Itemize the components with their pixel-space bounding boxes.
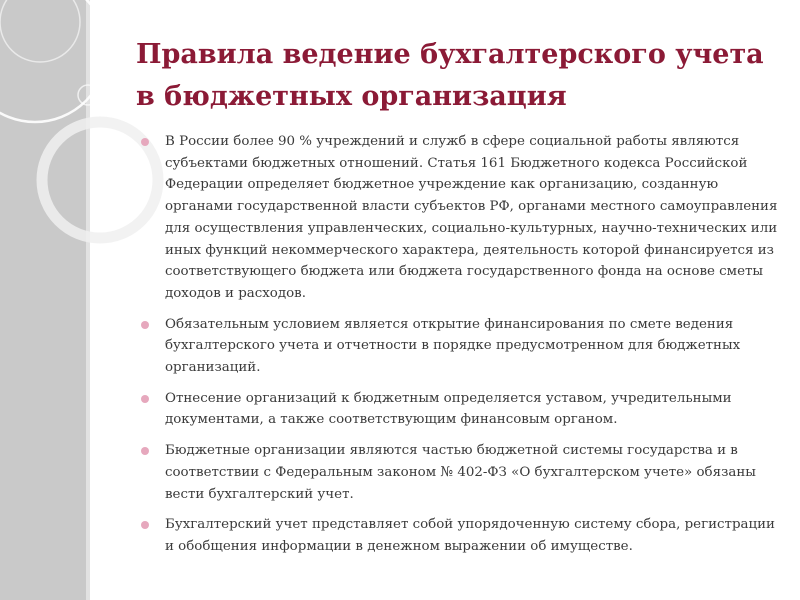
bullet-item bbox=[133, 440, 783, 505]
slide-content bbox=[133, 131, 783, 567]
bullet-item bbox=[133, 514, 783, 557]
bullet-item bbox=[133, 388, 783, 431]
bullet-text: Обязательным условием является открытие финансирования по смете ведения бухгалтерского учета и отчетности в порядке предусмотренном для бюджетных организаций. bbox=[165, 316, 741, 376]
bullet-icon bbox=[141, 138, 149, 146]
bullet-item bbox=[133, 131, 783, 305]
bullet-icon bbox=[141, 521, 149, 529]
bullet-text: Бюджетные организации являются частью бюджетной системы государства и в соответствии с Федеральным законом № 402-ФЗ «О бухгалтерском учете» обязаны вести бухгалтерский учет. bbox=[165, 443, 756, 502]
bullet-item bbox=[133, 314, 783, 379]
bullet-icon bbox=[141, 447, 149, 455]
bullet-text: Отнесение организаций к бюджетным определяется уставом, учредительными документами, а также соответствующим финансовым органом. bbox=[165, 390, 732, 428]
bullet-text: В России более 90 % учреждений и служб в сфере социальной работы являются субъектами бюджетных отношений. Статья 161 Бюджетного кодекса Российской Федерации определяет бюджетное учреждение как организацию, созданную органами государственной власти субъектов РФ, органами местного самоуправления для осуществления управленческих, социально-культурных, научно-технических или иных функций некоммерческого характера, деятельность которой финансируется из соответствующего бюджета или бюджета государственного фонда на основе сметы доходов и расходов. bbox=[165, 134, 778, 301]
slide-title: Правила ведение бухгалтерского учета в бюджетных организация bbox=[136, 39, 764, 112]
bullet-list bbox=[133, 131, 783, 558]
bullet-icon bbox=[141, 395, 149, 403]
bullet-icon bbox=[141, 321, 149, 329]
bullet-text: Бухгалтерский учет представляет собой упорядоченную систему сбора, регистрации и обобщения информации в денежном выражении об имуществе. bbox=[165, 517, 775, 554]
